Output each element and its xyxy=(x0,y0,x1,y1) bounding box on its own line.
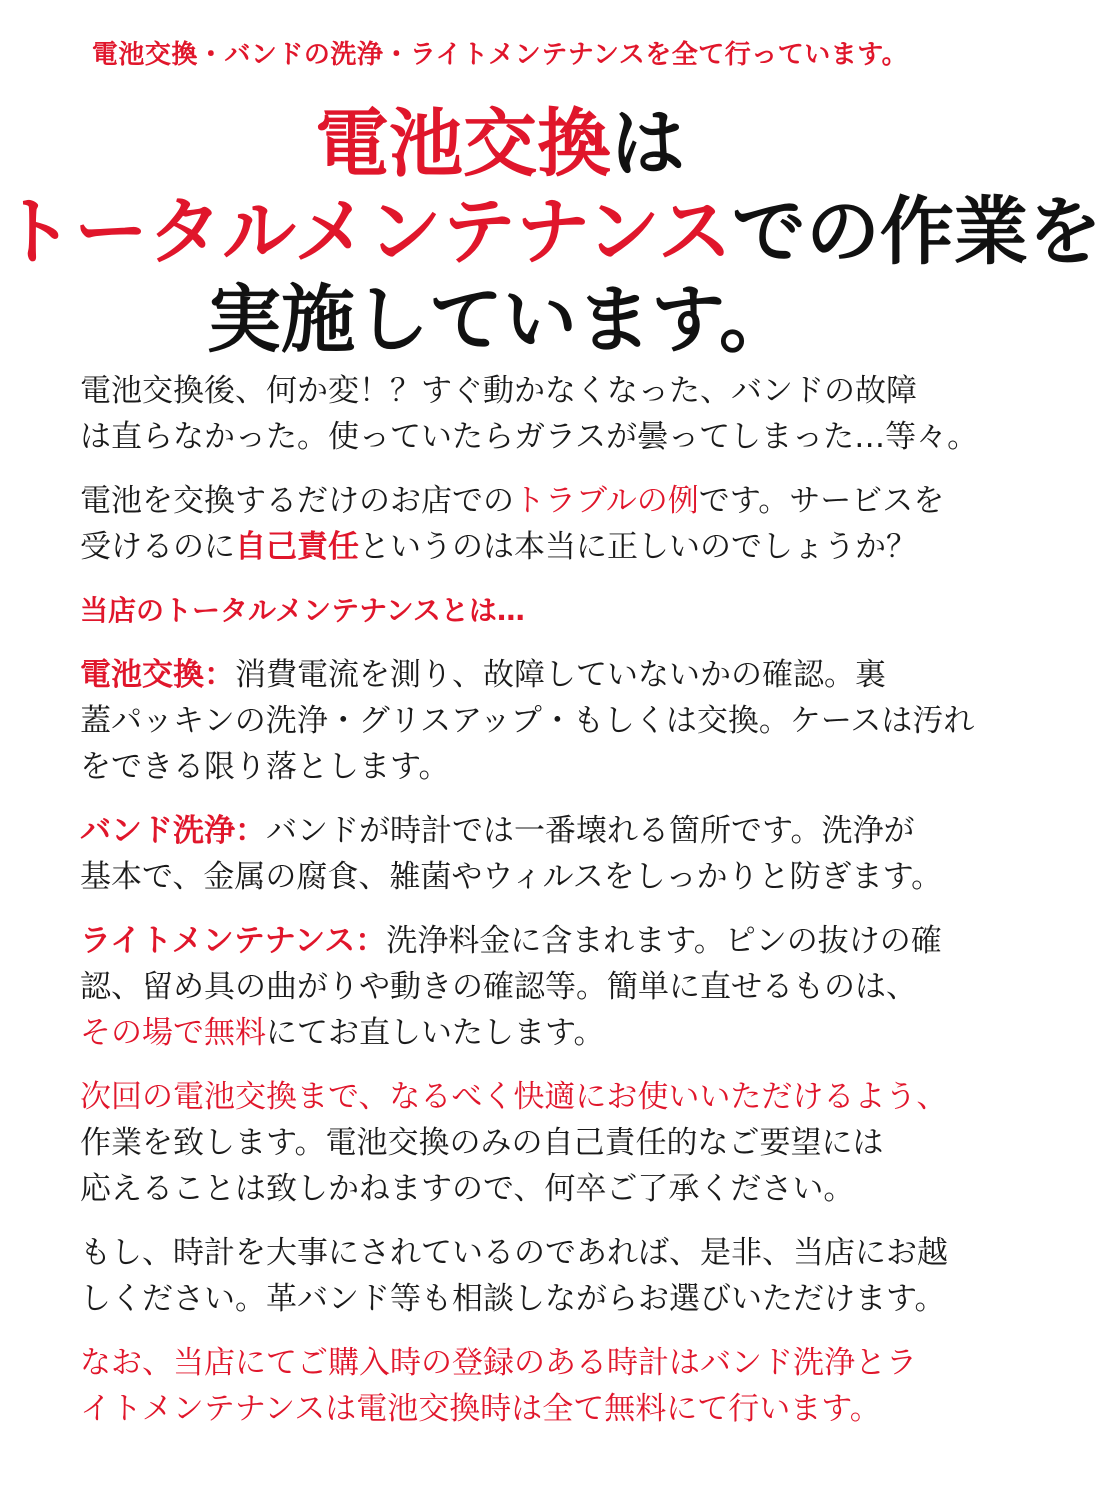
highlight-self-responsibility: 自己責任 xyxy=(235,529,359,565)
text-span: 電池を交換するだけのお店での xyxy=(80,483,514,519)
text-span: 受けるのに xyxy=(80,529,235,565)
headline-line-3: 実施しています。 xyxy=(206,277,794,363)
headline xyxy=(0,100,1102,364)
paragraph-line: は直らなかった。使っていたらガラスが曇ってしまった…等々。 xyxy=(80,419,979,455)
paragraph-line: 蓋パッキンの洗浄・グリスアップ・もしくは交換。ケースは汚れ xyxy=(80,703,975,739)
text-span: 洗浄料金に含まれます。ピンの抜けの確 xyxy=(386,923,942,959)
paragraph-line: なお、当店にてご購入時の登録のある時計はバンド洗浄とラ xyxy=(80,1345,917,1381)
paragraph-line: 電池交換後、何か変！？すぐ動かなくなった、バンドの故障 xyxy=(80,373,917,409)
text-span: にてお直しいたします。 xyxy=(266,1015,605,1051)
paragraph-line: 次回の電池交換まで、なるべく快適にお使いいただけるよう、 xyxy=(80,1079,948,1115)
headline-red-2: トータルメンテナンス xyxy=(0,189,732,275)
paragraph-line xyxy=(80,478,945,524)
text-span: 消費電流を測り、故障していないかの確認。裏 xyxy=(235,657,886,693)
label-light: ライトメンテナンス： xyxy=(80,923,387,959)
paragraph-line xyxy=(80,652,940,698)
paragraph-line: しください。革バンド等も相談しながらお選びいただけます。 xyxy=(80,1281,946,1317)
text-span: というのは本当に正しいのでしょうか？ xyxy=(359,529,917,565)
headline-red-1: 電池交換 xyxy=(315,101,611,187)
top-tagline: 電池交換・バンドの洗浄・ライトメンテナンスを全て行っています。 xyxy=(91,40,909,70)
paragraph-line: 応えることは致しかねますので、何卒ご了承ください。 xyxy=(80,1171,855,1207)
paragraph-line: 作業を致します。電池交換のみの自己責任的なご要望には xyxy=(80,1125,884,1161)
headline-black-1: は xyxy=(611,101,685,187)
paragraph-next-battery xyxy=(80,1074,948,1212)
highlight-trouble-example: トラブルの例 xyxy=(514,483,699,519)
section-light xyxy=(80,918,940,1056)
paragraph-line: 基本で、金属の腐食、雑菌やウィルスをしっかりと防ぎます。 xyxy=(80,859,943,895)
paragraph-line xyxy=(80,524,940,570)
section-subheading: 当店のトータルメンテナンスとは… xyxy=(80,594,525,627)
label-battery: 電池交換： xyxy=(80,657,235,693)
label-band: バンド洗浄： xyxy=(80,813,266,849)
paragraph-line xyxy=(80,808,940,854)
section-band xyxy=(80,808,943,900)
paragraph-line: もし、時計を大事にされているのであれば、是非、当店にお越 xyxy=(80,1235,948,1271)
paragraph-line xyxy=(80,1010,940,1056)
headline-line-1 xyxy=(0,100,1000,188)
paragraph-line: イトメンテナンスは電池交換時は全て無料にて行います。 xyxy=(80,1391,881,1427)
text-span: です。サービスを xyxy=(698,483,945,519)
paragraph-trouble xyxy=(80,478,945,570)
section-battery xyxy=(80,652,975,790)
paragraph-problem xyxy=(80,368,979,460)
paragraph-line: 認、留め具の曲がりや動きの確認等。簡単に直せるものは、 xyxy=(80,969,917,1005)
text-span: バンドが時計では一番壊れる箇所です。洗浄が xyxy=(266,813,915,849)
paragraph-line: をできる限り落とします。 xyxy=(80,749,450,785)
highlight-free-onsite: その場で無料 xyxy=(80,1015,266,1051)
headline-line-2 xyxy=(0,188,1102,276)
headline-black-2: での作業を xyxy=(731,189,1102,275)
paragraph-invitation xyxy=(80,1230,948,1322)
body-text xyxy=(80,368,979,1450)
paragraph-free-note xyxy=(80,1340,940,1432)
paragraph-line xyxy=(80,918,940,964)
